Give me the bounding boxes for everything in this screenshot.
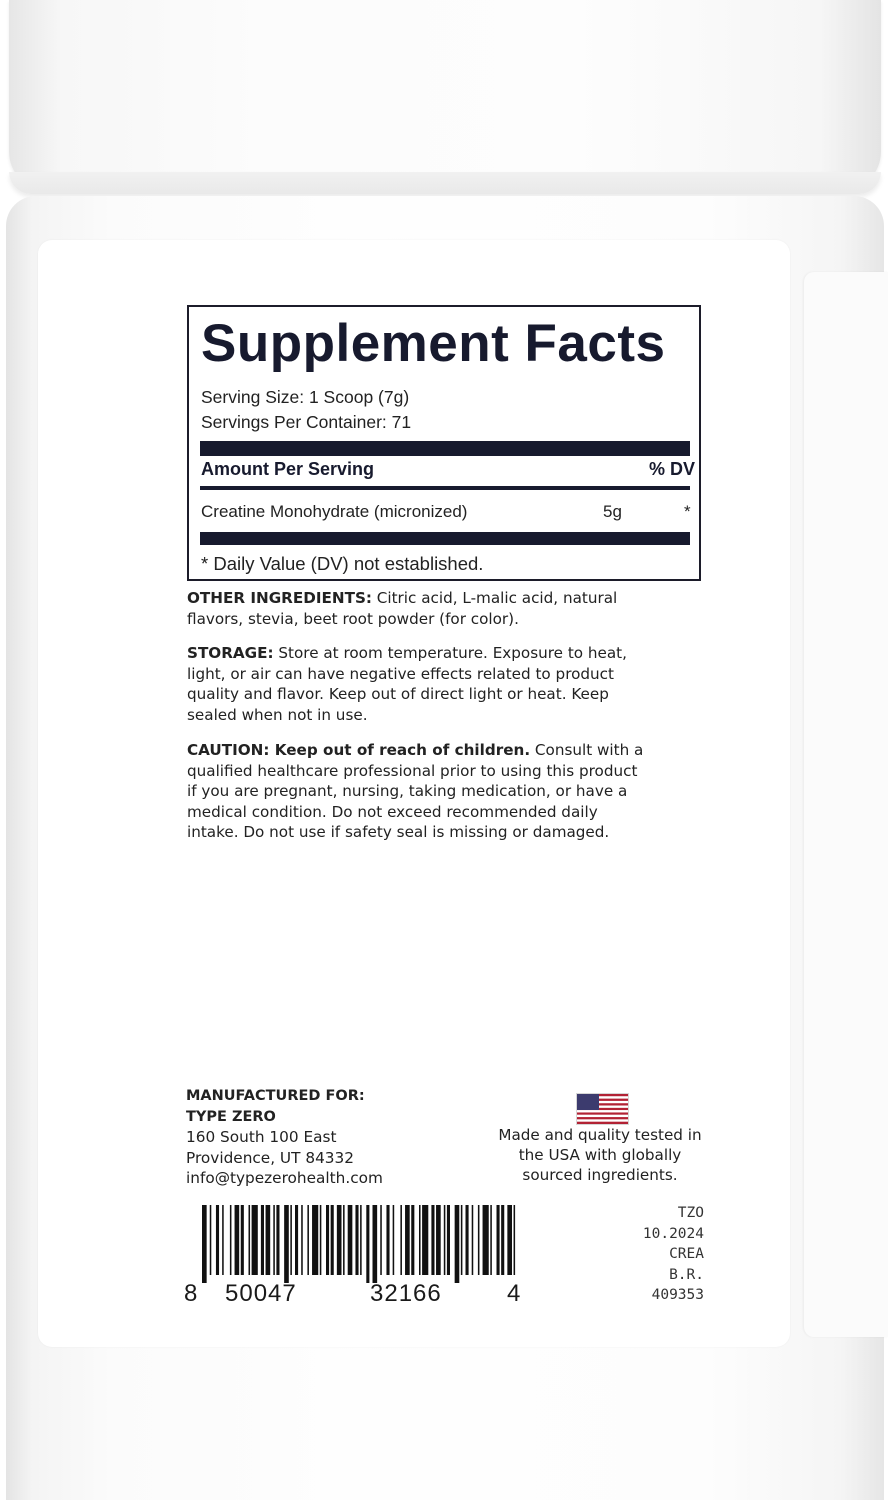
barcode-bar [405, 1205, 410, 1275]
caution-text-2: qualified healthcare professional prior to using this product [187, 761, 638, 780]
barcode-bar [393, 1205, 395, 1275]
barcode-bar [337, 1205, 342, 1275]
barcode-bar [343, 1205, 345, 1275]
barcode-bar [514, 1205, 516, 1275]
manufacturer-address-2: Providence, UT 84332 [186, 1148, 354, 1167]
made-in-usa-text [480, 1125, 720, 1185]
barcode-bar [261, 1205, 264, 1275]
caution-text-4: medical condition. Do not exceed recommended daily [187, 802, 598, 821]
barcode-bar [241, 1205, 244, 1275]
flag-stripe [577, 1117, 628, 1119]
barcode-bar [483, 1205, 489, 1275]
barcode-bar [490, 1205, 492, 1275]
barcode-bar [466, 1205, 469, 1275]
barcode-bar [216, 1205, 219, 1275]
barcode-bar [472, 1205, 474, 1275]
manufacturer-email: info@typezerohealth.com [186, 1169, 383, 1187]
barcode-bar [312, 1205, 318, 1275]
barcode-bar [326, 1205, 329, 1275]
lot-line-3: CREA [669, 1246, 704, 1262]
barcode-bar [447, 1205, 450, 1275]
other-ingredients-text-1: Citric acid, L-malic acid, natural [371, 589, 618, 607]
thick-divider [200, 441, 690, 456]
other-ingredients [187, 588, 712, 629]
usa-flag-icon [576, 1093, 629, 1125]
usa-line-2: the USA with globally [518, 1146, 682, 1164]
barcode-bar [284, 1205, 289, 1283]
caution-text-5: intake. Do not use if safety seal is missing or damaged. [187, 823, 610, 841]
lot-code [612, 1203, 704, 1306]
usa-line-1: Made and quality tested in [498, 1126, 702, 1144]
barcode-bar [366, 1205, 369, 1283]
barcode-bar [320, 1205, 322, 1275]
ingredient-amount: 5g [603, 502, 622, 521]
barcode-bar [301, 1205, 303, 1275]
barcode-bar [235, 1205, 240, 1275]
barcode-bar [202, 1205, 207, 1283]
barcode-bar [222, 1205, 224, 1275]
barcode-bar [360, 1205, 362, 1275]
barcode-bar [419, 1205, 421, 1275]
barcode-bar [478, 1205, 480, 1275]
barcode-bar [307, 1205, 309, 1275]
flag-stripe [577, 1112, 628, 1114]
barcode-bar [444, 1205, 446, 1275]
usa-line-3: sourced ingredients. [522, 1166, 678, 1184]
barcode-bar [273, 1205, 275, 1275]
barcode-bar [266, 1205, 271, 1275]
facts-title: Supplement Facts [201, 314, 666, 373]
barcode-bar [436, 1205, 441, 1275]
barcode-digits-left: 50047 [225, 1280, 297, 1307]
dv-footnote: * Daily Value (DV) not established. [201, 553, 484, 574]
lot-line-1: TZO [677, 1205, 704, 1221]
barcode-bar [380, 1205, 382, 1275]
flag-stripe [577, 1115, 628, 1117]
storage-label: STORAGE: [187, 644, 274, 662]
barcode-bar [331, 1205, 334, 1275]
flag-stripe [577, 1119, 628, 1121]
barcode-bar [355, 1205, 358, 1275]
supplement-facts-panel [187, 305, 701, 581]
manufacturer-heading: MANUFACTURED FOR: [186, 1088, 365, 1104]
barcode-icon [200, 1205, 518, 1283]
storage-text-3: quality and flavor. Keep out of direct light or heat. Keep [187, 685, 609, 703]
barcode-digits-right: 32166 [370, 1280, 442, 1307]
storage-text-2: light, or air can have negative effects related to product [187, 664, 614, 683]
barcode-bar [348, 1205, 353, 1275]
dv-header: % DV [649, 459, 696, 479]
barcode-bar [501, 1205, 504, 1275]
amount-per-serving-header: Amount Per Serving [201, 459, 375, 479]
lot-line-2: 10.2024 [642, 1225, 704, 1242]
barcode-bar [431, 1205, 434, 1275]
caution-label: CAUTION: Keep out of reach of children. [187, 741, 531, 759]
storage-text-1: Store at room temperature. Exposure to heat, [273, 644, 627, 662]
barcode-bar [400, 1205, 402, 1275]
label-edge [804, 272, 888, 1337]
serving-size: Serving Size: 1 Scoop (7g) [201, 387, 410, 407]
caution-text-3: if you are pregnant, nursing, taking medication, or have a [187, 782, 628, 800]
manufacturer-company: TYPE ZERO [186, 1108, 276, 1125]
barcode-bar [210, 1205, 212, 1275]
lot-line-4: B.R. [669, 1266, 704, 1283]
barcode-bar [507, 1205, 512, 1275]
lot-line-5: 409353 [651, 1287, 704, 1303]
flag-canton [577, 1094, 599, 1110]
storage-text-4: sealed when not in use. [187, 705, 368, 724]
caution-text-1: Consult with a [530, 741, 644, 759]
barcode-bar [295, 1205, 298, 1275]
barcode-bar [497, 1205, 500, 1275]
barcode-bar [373, 1205, 378, 1283]
storage-section [187, 643, 712, 725]
lid-rim [9, 172, 881, 194]
flag-stripe [577, 1110, 628, 1112]
manufacturer-address-1: 160 South 100 East [186, 1128, 337, 1146]
other-ingredients-text-2: flavors, stevia, beet root powder (for color). [187, 609, 519, 628]
barcode-bar [422, 1205, 428, 1275]
manufacturer-block [186, 1086, 466, 1189]
barcode-bar [276, 1205, 279, 1275]
ingredient-name: Creatine Monohydrate (micronized) [201, 502, 468, 521]
servings-per-container: Servings Per Container: 71 [201, 412, 412, 432]
caution-section [187, 740, 712, 843]
barcode-bar [290, 1205, 292, 1275]
barcode-bar [249, 1205, 251, 1275]
barcode-digit-first: 8 [184, 1280, 198, 1307]
barcode-digit-last: 4 [507, 1280, 521, 1307]
barcode-bar [455, 1205, 460, 1283]
barcode-bar [252, 1205, 258, 1275]
barcode-bar [461, 1205, 463, 1275]
barcode-bar [230, 1205, 232, 1275]
container-lid [9, 0, 881, 190]
medium-divider [200, 486, 690, 490]
other-ingredients-label: OTHER INGREDIENTS: [187, 589, 372, 607]
barcode-bar [386, 1205, 389, 1275]
barcode-bar [411, 1205, 414, 1275]
ingredient-dv: * [684, 502, 691, 521]
bottom-divider [200, 532, 690, 545]
flag-stripe [577, 1122, 628, 1124]
